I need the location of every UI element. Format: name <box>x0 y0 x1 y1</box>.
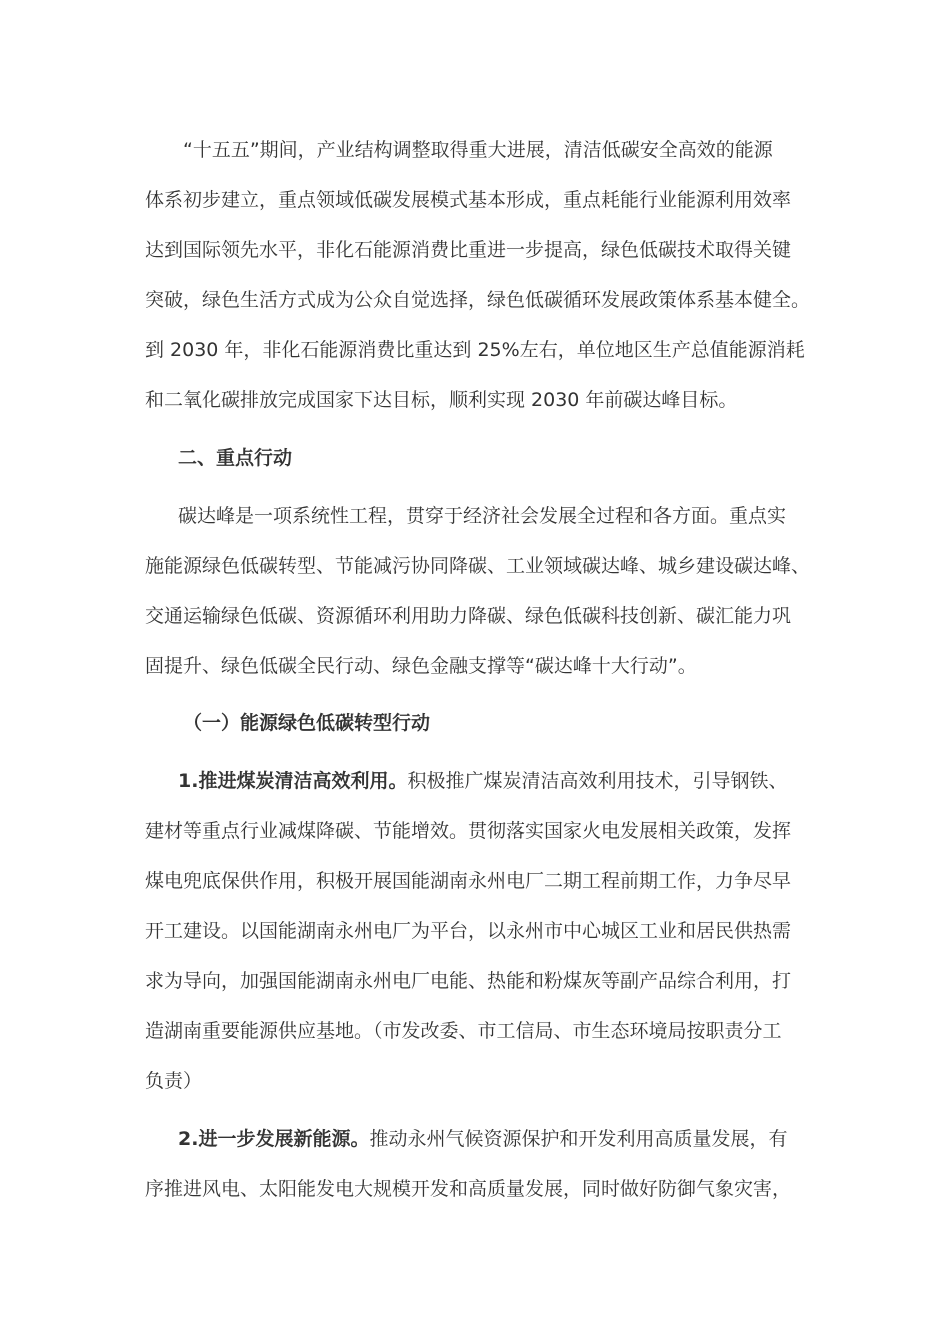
item-first-line <box>178 768 787 794</box>
section-heading: 二、重点行动 <box>178 447 293 469</box>
item-text: 推动永州气候资源保护和开发利用高质量发展，有 <box>369 1128 788 1150</box>
paragraph-line: 开工建设。以国能湖南永州电厂为平台，以永州市中心城区工业和居民供热需 <box>145 920 792 942</box>
paragraph-line: 碳达峰是一项系统性工程，贯穿于经济社会发展全过程和各方面。重点实 <box>178 505 787 527</box>
subsection-heading: （一）能源绿色低碳转型行动 <box>183 712 431 734</box>
paragraph-line: 和二氧化碳排放完成国家下达目标，顺利实现 2030 年前碳达峰目标。 <box>145 389 738 411</box>
item-first-line <box>178 1126 787 1152</box>
paragraph-line: 求为导向，加强国能湖南永州电厂电能、热能和粉煤灰等副产品综合利用，打 <box>145 970 792 992</box>
item-text: 积极推广煤炭清洁高效利用技术，引导钢铁、 <box>407 770 788 792</box>
item-title: 2.进一步发展新能源。 <box>178 1128 370 1150</box>
paragraph-line: 到 2030 年，非化石能源消费比重达到 25%左右，单位地区生产总值能源消耗 <box>145 339 805 361</box>
paragraph-line: 固提升、绿色低碳全民行动、绿色金融支撑等“碳达峰十大行动”。 <box>145 655 697 677</box>
paragraph-line: 达到国际领先水平，非化石能源消费比重进一步提高，绿色低碳技术取得关键 <box>145 239 792 261</box>
paragraph-line: 负责） <box>145 1070 203 1092</box>
paragraph-line: “十五五”期间，产业结构调整取得重大进展，清洁低碳安全高效的能源 <box>183 139 773 161</box>
paragraph-line: 施能源绿色低碳转型、节能减污协同降碳、工业领域碳达峰、城乡建设碳达峰、 <box>145 555 811 577</box>
paragraph-line: 煤电兜底保供作用，积极开展国能湖南永州电厂二期工程前期工作，力争尽早 <box>145 870 792 892</box>
paragraph-line: 体系初步建立，重点领域低碳发展模式基本形成，重点耗能行业能源利用效率 <box>145 189 792 211</box>
paragraph-line: 突破，绿色生活方式成为公众自觉选择，绿色低碳循环发展政策体系基本健全。 <box>145 289 811 311</box>
paragraph-line: 建材等重点行业减煤降碳、节能增效。贯彻落实国家火电发展相关政策，发挥 <box>145 820 792 842</box>
item-title: 1.推进煤炭清洁高效利用。 <box>178 770 408 792</box>
paragraph-line: 交通运输绿色低碳、资源循环利用助力降碳、绿色低碳科技创新、碳汇能力巩 <box>145 605 792 627</box>
paragraph-line: 序推进风电、太阳能发电大规模开发和高质量发展，同时做好防御气象灾害， <box>145 1178 792 1200</box>
paragraph-line: 造湖南重要能源供应基地。（市发改委、市工信局、市生态环境局按职责分工 <box>145 1020 782 1042</box>
